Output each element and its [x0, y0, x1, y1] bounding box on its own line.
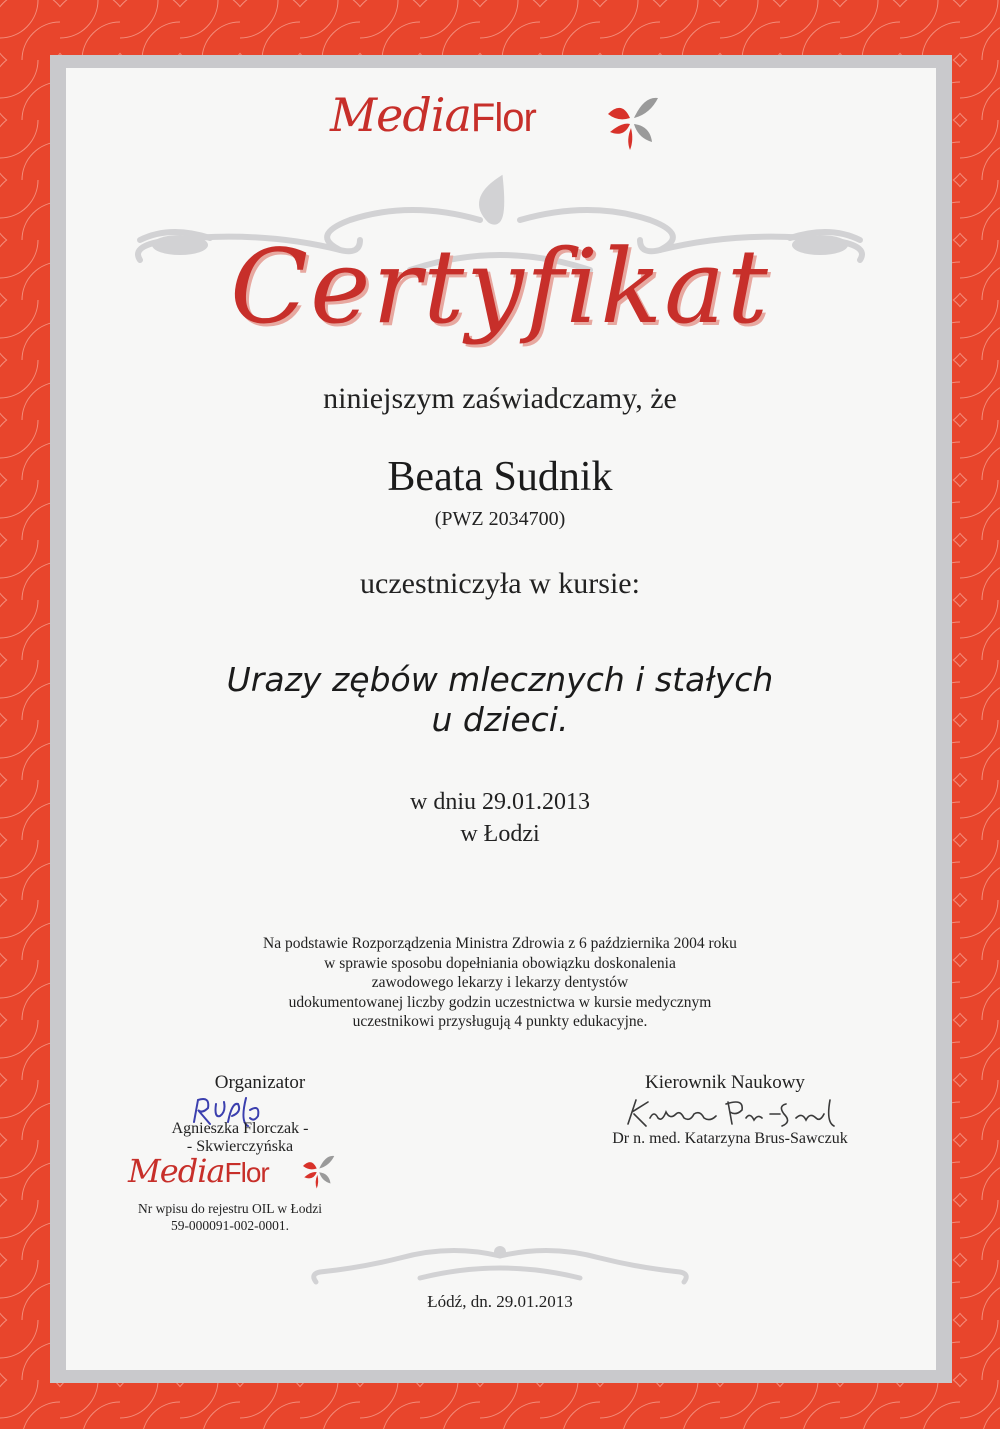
logo-flor-text: Flor — [470, 96, 536, 140]
legal-basis — [0, 934, 1000, 1032]
certificate-title: Certyfikat — [230, 228, 770, 347]
course-title-line: Urazy zębów mlecznych i stałych — [226, 660, 774, 699]
organizer-name-line: Agnieszka Florczak - — [171, 1120, 309, 1137]
course-date: w dniu 29.01.2013 — [410, 789, 590, 815]
organizer-stamp-logo — [128, 1150, 348, 1200]
organizer-label: Organizator — [214, 1072, 306, 1093]
scientific-head-label: Kierownik Naukowy — [645, 1072, 805, 1093]
scientific-head-signature — [620, 1092, 850, 1132]
course-title-line: u dzieci. — [431, 700, 569, 739]
mediaflor-logo — [330, 88, 670, 158]
course-place: w Łodzi — [460, 821, 540, 847]
legal-line: uczestnikowi przysługują 4 punkty edukacyjne. — [352, 1013, 648, 1030]
registry-line: 59-000091-002-0001. — [170, 1218, 290, 1233]
organizer-registry — [110, 1200, 350, 1234]
course-title — [0, 660, 1000, 740]
recipient-name: Beata Sudnik — [387, 454, 613, 500]
flower-icon — [298, 1152, 338, 1190]
organizer-name-line: - Skwierczyńska — [186, 1138, 294, 1155]
legal-line: udokumentowanej liczby godzin uczestnictwa w kursie medycznym — [288, 993, 712, 1011]
scientific-head-name: Dr n. med. Katarzyna Brus-Sawczuk — [612, 1130, 848, 1147]
logo-flor-text: Flor — [224, 1157, 269, 1188]
participation-text: uczestniczyła w kursie: — [360, 567, 640, 600]
registry-line: Nr wpisu do rejestru OIL w Łodzi — [138, 1201, 322, 1216]
legal-line: zawodowego lekarzy i lekarzy dentystów — [371, 974, 629, 991]
bottom-ornament-icon — [300, 1238, 700, 1298]
intro-text: niniejszym zaświadczamy, że — [323, 382, 677, 415]
course-date-place — [0, 786, 1000, 850]
logo-media-text: Media — [128, 1152, 225, 1190]
logo-media-text: Media — [330, 88, 471, 142]
legal-line: Na podstawie Rozporządzenia Ministra Zdrowia z 6 października 2004 roku — [263, 935, 737, 952]
flower-icon — [600, 92, 664, 152]
pwz-number: (PWZ 2034700) — [434, 508, 566, 530]
issue-place-date: Łódź, dn. 29.01.2013 — [427, 1292, 573, 1311]
legal-line: w sprawie sposobu dopełniania obowiązku doskonalenia — [324, 954, 676, 972]
